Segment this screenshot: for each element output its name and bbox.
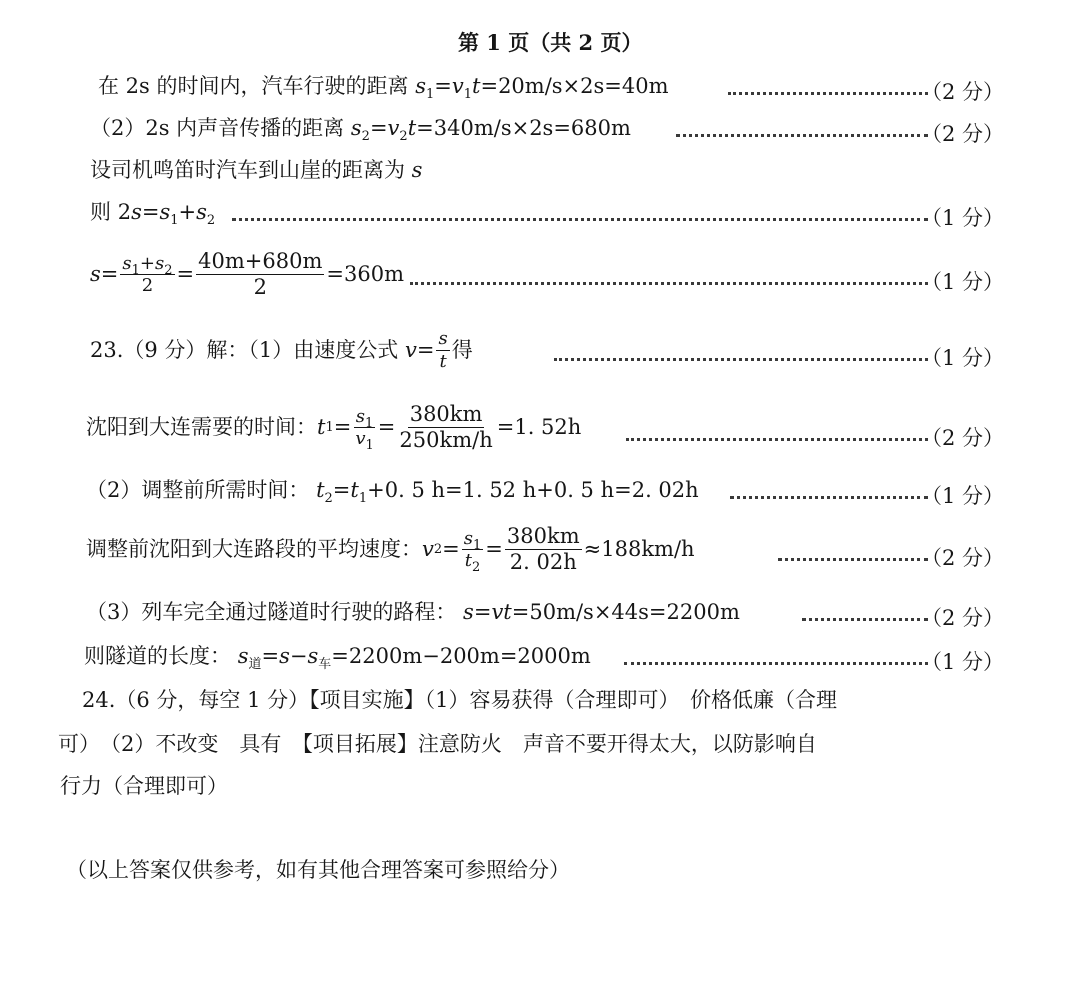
score-label: （2 分） [920,546,1004,570]
leader-dots [728,92,928,95]
line-text: 则隧道的长度： [84,644,231,668]
answer-line-5: s = $\frac{s_1+s_2}{2}$ = $\frac{40m+680m}{2}$ =360m [90,249,404,300]
score-label: （2 分） [920,606,1004,630]
line-text: （2）2s 内声音传播的距离 [90,116,345,140]
formula: $s_1=v_1t=20m/s\times 2s=40m$ [415,74,669,102]
formula: $s_道=s-s_车=2200m-200m=2000m$ [237,644,591,672]
answer-line-1 [98,74,669,102]
result: ≈188km/h [583,537,695,562]
answer-line-8 [86,478,699,506]
score-label: （1 分） [920,650,1004,674]
fraction: $\frac{s_1}{v_1}$ [355,405,374,454]
q24-line-3: 行力（合理即可） [60,774,228,798]
line-text: （2）调整前所需时间： [86,478,310,502]
line-text: 设司机鸣笛时汽车到山崖的距离为 [90,158,405,182]
fraction: $\frac{40m+680m}{2}$ [198,249,323,300]
formula: $s_2=v_2t=340m/s\times 2s=680m$ [350,116,631,144]
line-text: 调整前沈阳到大连路段的平均速度： [86,537,422,562]
leader-dots [730,496,928,499]
score-label: （2 分） [920,426,1004,450]
score-label: （2 分） [920,122,1004,146]
q24-line-2: 可） （2）不改变 具有 【项目拓展】注意防火 声音不要开得太大，以防影响自 [58,732,817,756]
leader-dots [802,618,928,621]
result: =360m [326,262,404,287]
leader-dots [676,134,928,137]
formula: $t_2=t_1+0$. 5 h=1. 52 h+0. 5 h=2. 02h [316,478,699,506]
leader-dots [410,282,928,285]
fraction: $\frac{s_1+s_2}{2}$ [122,252,173,297]
answer-line-7: 沈阳到大连需要的时间： t 1 = $\frac{s_1}{v_1}$ = $\frac{380km}{250km/h}$ =1. 52h [86,402,582,454]
result: =1. 52h [496,415,582,440]
score-label: （1 分） [920,270,1004,294]
q24-line-1: 24.（6 分，每空 1 分）【项目实施】（1）容易获得（合理即可） 价格低廉（合理 [82,688,838,712]
page-number: 第 1 页（共 2 页） [458,30,643,55]
line-text: 则 [90,200,111,224]
answer-line-2 [90,116,631,144]
line-text: （3）列车完全通过隧道时行驶的路程： [86,600,457,624]
leader-dots [626,438,928,441]
line-text: 得 [451,337,473,362]
answer-line-3: 设司机鸣笛时汽车到山崖的距离为 s [90,158,423,182]
score-label: （1 分） [920,484,1004,508]
fraction: $\frac{380km}{250km/h}$ [399,402,493,453]
answer-line-10 [86,602,740,623]
line-text: 沈阳到大连需要的时间： [86,415,317,440]
leader-dots [778,558,928,561]
line-text: 23.（9 分）解：（1）由速度公式 [90,337,399,362]
score-label: （1 分） [920,206,1004,230]
answer-line-11 [84,644,591,672]
fraction: $\frac{s_1}{t_2}$ [463,527,482,576]
formula: $2s=s_1+s_2$ [117,200,216,228]
footer-note: （以上答案仅供参考，如有其他合理答案可参照给分） [66,858,570,882]
fraction: $\frac{380km}{2. 02h}$ [506,524,580,575]
answer-line-4 [90,200,216,228]
formula: s=vt=50m/s×44s=2200m [463,600,740,624]
score-label: （1 分） [920,346,1004,370]
fraction: $\frac{s}{t}$ [438,328,448,372]
leader-dots [624,662,928,665]
leader-dots [232,218,928,221]
leader-dots [554,358,928,361]
line-text: 在 2s 的时间内，汽车行驶的距离 [98,74,409,98]
answer-line-9: 调整前沈阳到大连路段的平均速度： v 2 = $\frac{s_1}{t_2}$ = $\frac{380km}{2. 02h}$ ≈188km/h [86,524,695,576]
answer-line-6: 23.（9 分）解：（1）由速度公式 v = $\frac{s}{t}$ 得 [90,328,473,372]
score-label: （2 分） [920,80,1004,104]
